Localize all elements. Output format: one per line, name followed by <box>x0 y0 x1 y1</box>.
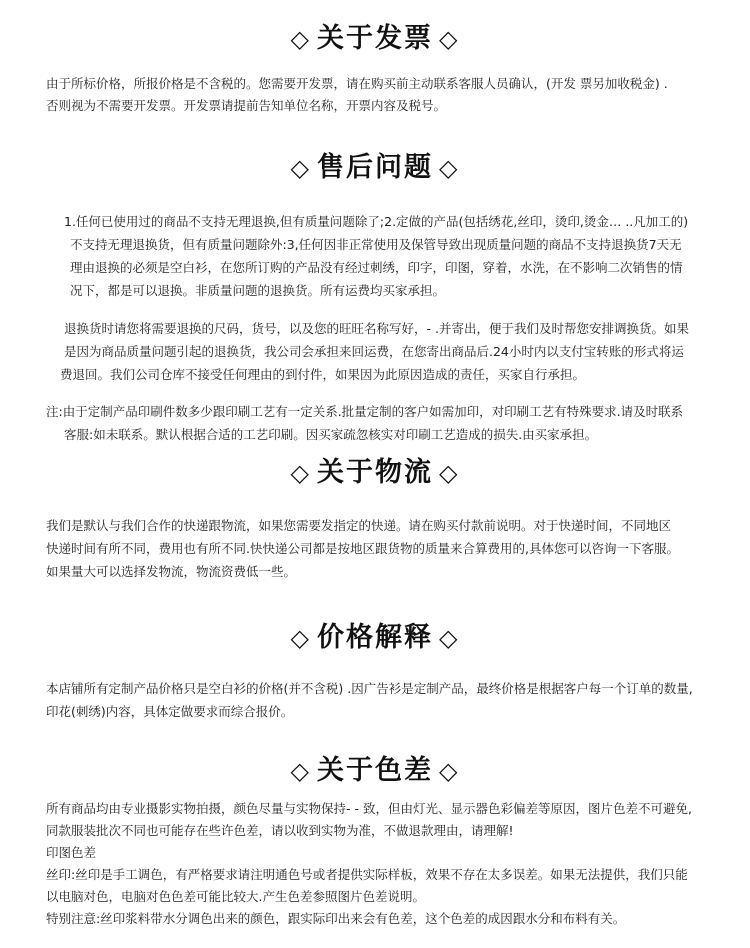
price-line-1: 本店铺所有定制产品价格只是空白衫的价格(并不含税) .因广告衫是定制产品，最终价格是根据客户每一个订单的数量, <box>46 681 693 696</box>
diamond-icon: ◇ <box>290 154 311 182</box>
invoice-line-1: 由于所标价格，所报价格是不含税的。您需要开发票，请在购买前主动联系客服人员确认，(开发 票另加收税金) . <box>46 76 668 91</box>
color-line-2: 同款服装批次不同也可能存在些许色差，请以收到实物为准，不做退款理由，请理解! <box>46 823 514 838</box>
logistics-title-text: 关于物流 <box>317 457 433 488</box>
diamond-icon: ◇ <box>290 459 311 487</box>
color-line-5: 以电脑对色，电脑对色色差可能比较大.产生色差参照图片色差说明。 <box>46 889 425 904</box>
logistics-line-1: 我们是默认与我们合作的快递跟物流，如果您需要发指定的快递。请在购买付款前说明。对于快递时间，不同地区 <box>46 518 672 533</box>
after-sales-line-3: 理由退换的必须是空白衫，在您所订购的产品没有经过刺绣，印字，印图，穿着，水洗，在不影响二次销售的情 <box>70 260 683 275</box>
diamond-icon: ◇ <box>439 624 460 652</box>
price-line-2: 印花(刺绣)内容，具体定做要求而综合报价。 <box>46 704 294 719</box>
diamond-icon: ◇ <box>439 459 460 487</box>
color-line-6: 特别注意:丝印浆料带水分调色出来的颜色，跟实际印出来会有色差，这个色差的成因跟水分和布料有关。 <box>46 911 626 926</box>
logistics-line-3: 如果量大可以选择发物流，物流资费低一些。 <box>46 564 297 579</box>
diamond-icon: ◇ <box>290 25 311 53</box>
diamond-icon: ◇ <box>290 624 311 652</box>
after-sales-note-line-2: 客服:如未联系。默认根据合适的工艺印刷。因买家疏忽核实对印刷工艺造成的损失.由买家承担。 <box>64 427 598 442</box>
after-sales-line-6: 是因为商品质量问题引起的退换货，我公司会承担来回运费，在您寄出商品后.24小时内以支付宝转账的形式将运 <box>64 344 684 359</box>
diamond-icon: ◇ <box>439 25 460 53</box>
color-line-1: 所有商品均由专业摄影实物拍摄，颜色尽量与实物保持- - 致，但由灯光、显示器色彩偏差等原因，图片色差不可避免, <box>46 801 692 816</box>
after-sales-line-4: 况下，都是可以退换。非质量问题的退换货。所有运费均买家承担。 <box>70 283 446 298</box>
after-sales-line-2: 不支持无理退换货，但有质量问题除外:3,任何因非正常使用及保管导致出现质量问题的商品不支持退换货7天无 <box>70 237 682 252</box>
section-title-color <box>0 754 750 788</box>
diamond-icon: ◇ <box>290 757 311 785</box>
after-sales-line-5: 退换货时请您将需要退换的尺码，货号，以及您的旺旺名称写好，- .并寄出，便于我们及时帮您安排调换货。如果 <box>64 321 689 336</box>
diamond-icon: ◇ <box>439 154 460 182</box>
logistics-line-2: 快递时间有所不同，费用也有所不同.快快递公司都是按地区跟货物的质量来合算费用的,具体您可以咨询一下客服。 <box>46 541 679 556</box>
section-title-after-sales <box>0 151 750 185</box>
price-title-text: 价格解释 <box>317 622 433 653</box>
after-sales-line-7: 费退回。我们公司仓库不接受任何理由的到付件，如果因为此原因造成的责任，买家自行承担。 <box>60 367 586 382</box>
diamond-icon: ◇ <box>439 757 460 785</box>
after-sales-note-line-1: 注:由于定制产品印刷件数多少跟印刷工艺有一定关系.批量定制的客户如需加印，对印刷工艺有特殊要求.请及时联系 <box>46 404 684 419</box>
invoice-title-text: 关于发票 <box>317 23 433 54</box>
section-title-price <box>0 621 750 655</box>
after-sales-line-1: 1.任何已使用过的商品不支持无理退换,但有质量问题除了;2.定做的产品(包括绣花,丝印，烫印,烫金… ..凡加工的) <box>64 214 689 229</box>
color-title-text: 关于色差 <box>317 755 433 786</box>
section-title-invoice <box>0 22 750 56</box>
invoice-line-2: 否则视为不需要开发票。开发票请提前告知单位名称，开票内容及税号。 <box>46 98 447 113</box>
color-line-4: 丝印:丝印是手工调色，有严格要求请注明通色号或者提供实际样板，效果不存在太多误差。如果无法提供，我们只能 <box>46 867 688 882</box>
after-sales-title-text: 售后问题 <box>317 152 433 183</box>
color-line-3: 印图色差 <box>46 845 97 860</box>
section-title-logistics <box>0 456 750 490</box>
